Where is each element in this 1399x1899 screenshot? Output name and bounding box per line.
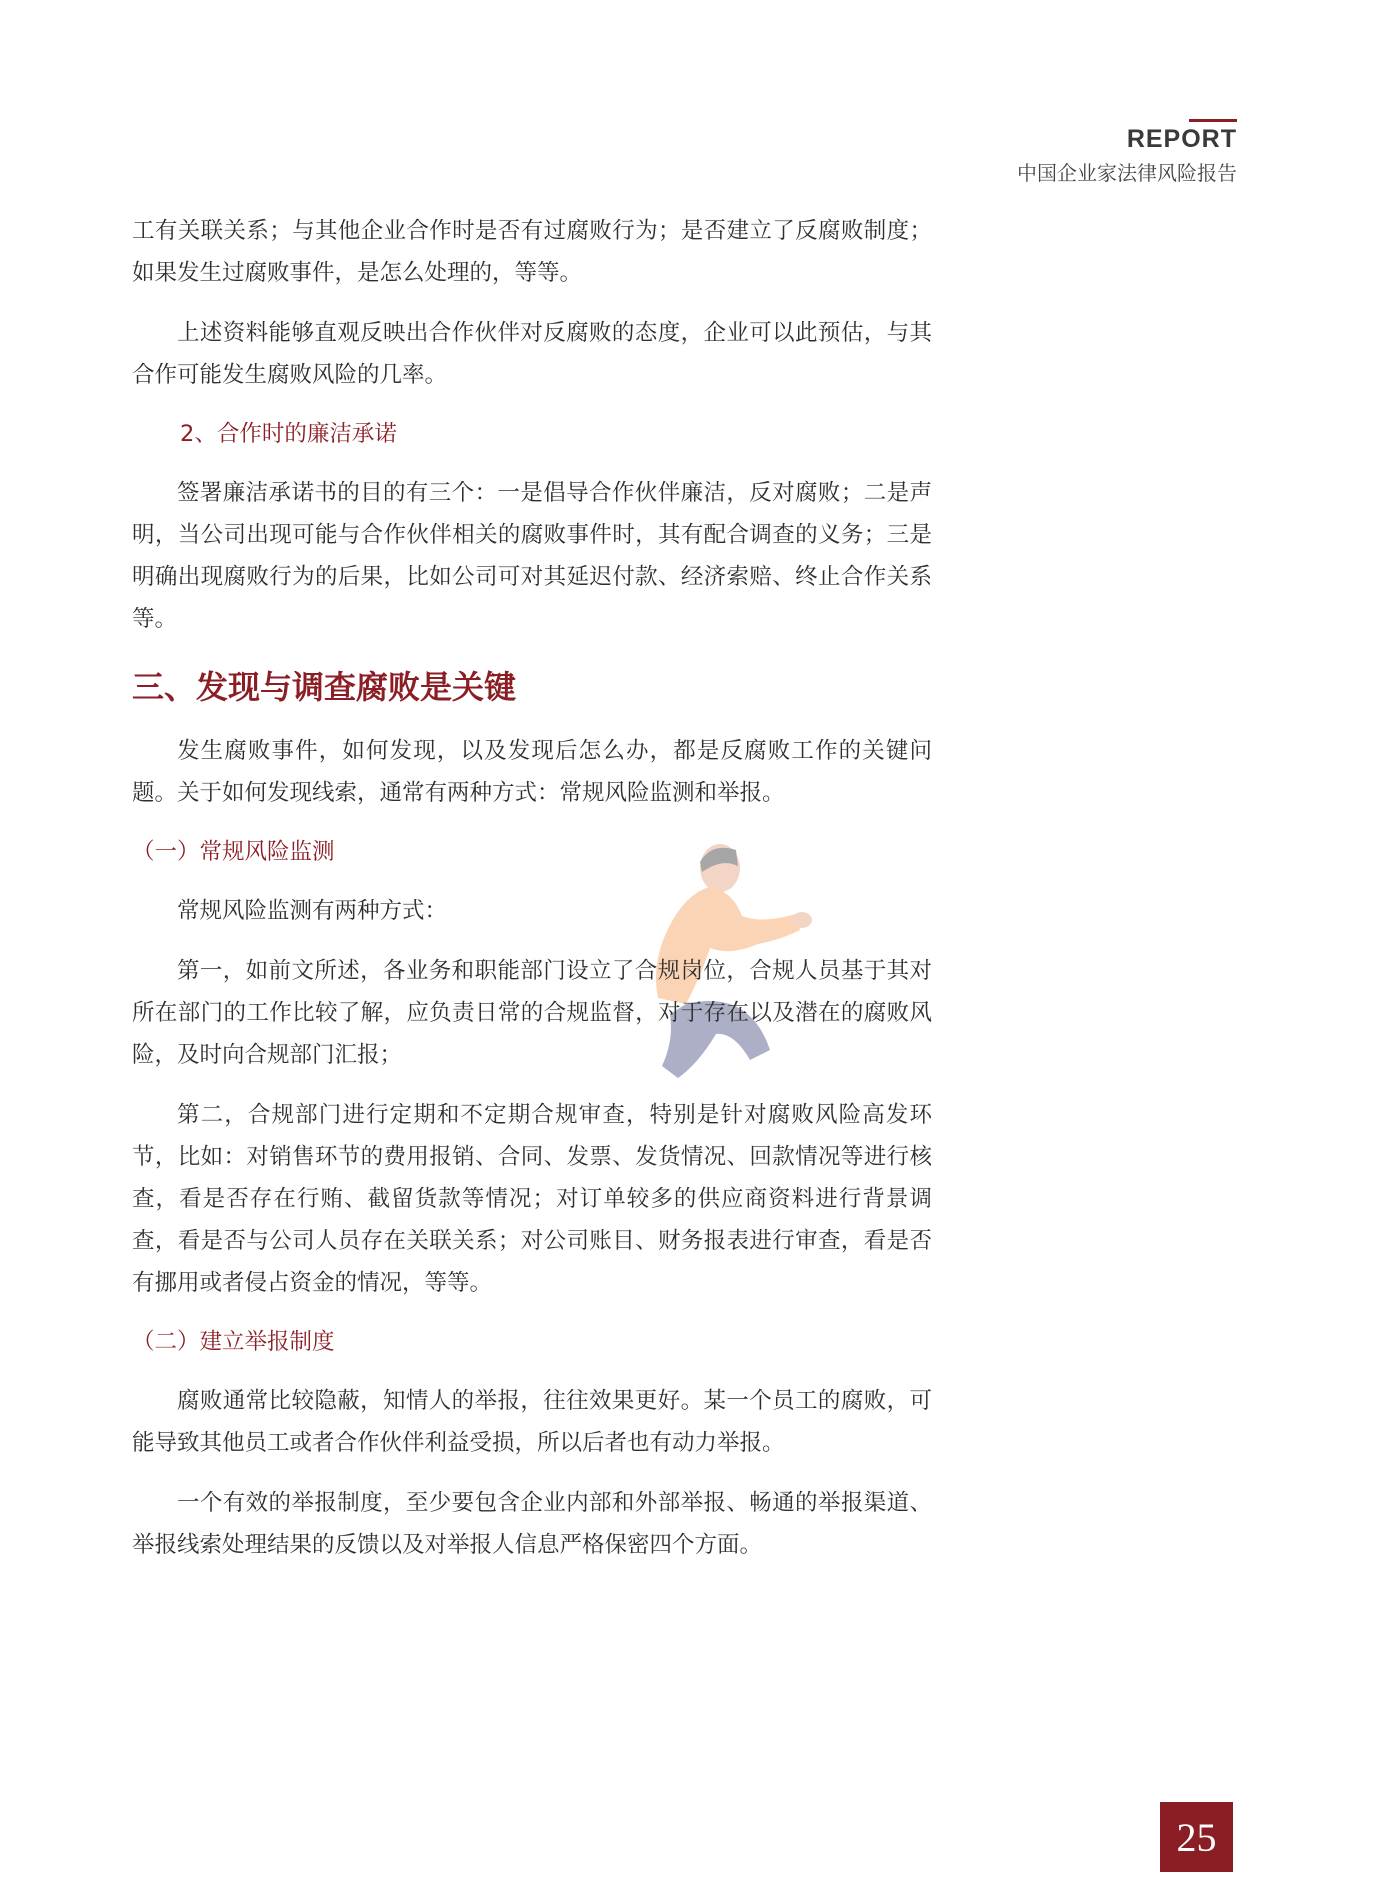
subheading-routine-monitoring: （一）常规风险监测 <box>132 839 335 865</box>
paragraph: 签署廉洁承诺书的目的有三个：一是倡导合作伙伴廉洁，反对腐败；二是声明，当公司出现可能与合作伙伴相关的腐败事件时，其有配合调查的义务；三是明确出现腐败行为的后果，比如公司可对其延迟付款、经济索赔、终止合作关系等。 <box>132 480 932 632</box>
paragraph: 常规风险监测有两种方式： <box>177 898 448 924</box>
subheading-integrity-commitment: 2、合作时的廉洁承诺 <box>180 421 397 447</box>
paragraph: 第二，合规部门进行定期和不定期合规审查，特别是针对腐败风险高发环节，比如：对销售环节的费用报销、合同、发票、发货情况、回款情况等进行核查，看是否存在行贿、截留货款等情况；对订单较多的供应商资料进行背景调查，看是否与公司人员存在关联关系；对公司账目、财务报表进行审查，看是否有挪用或者侵占资金的情况，等等。 <box>132 1102 932 1296</box>
subheading-reporting-system: （二）建立举报制度 <box>132 1329 335 1355</box>
paragraph: 一个有效的举报制度，至少要包含企业内部和外部举报、畅通的举报渠道、举报线索处理结果的反馈以及对举报人信息严格保密四个方面。 <box>132 1490 932 1558</box>
paragraph: 工有关联关系；与其他企业合作时是否有过腐败行为；是否建立了反腐败制度；如果发生过腐败事件，是怎么处理的，等等。 <box>132 218 932 286</box>
paragraph: 第一，如前文所述，各业务和职能部门设立了合规岗位，合规人员基于其对所在部门的工作比较了解，应负责日常的合规监督，对于存在以及潜在的腐败风险，及时向合规部门汇报； <box>132 958 932 1068</box>
paragraph: 腐败通常比较隐蔽，知情人的举报，往往效果更好。某一个员工的腐败，可能导致其他员工或者合作伙伴利益受损，所以后者也有动力举报。 <box>132 1388 932 1456</box>
section-heading: 三、发现与调查腐败是关键 <box>132 668 517 706</box>
page-number: 25 <box>1160 1802 1233 1872</box>
paragraph: 上述资料能够直观反映出合作伙伴对反腐败的态度，企业可以此预估，与其合作可能发生腐败风险的几率。 <box>132 320 932 388</box>
content-column <box>132 210 932 1584</box>
report-subtitle: 中国企业家法律风险报告 <box>1017 161 1237 185</box>
report-title: REPORT <box>1126 125 1237 153</box>
header-rule <box>1189 119 1237 122</box>
paragraph: 发生腐败事件，如何发现，以及发现后怎么办，都是反腐败工作的关键问题。关于如何发现线索，通常有两种方式：常规风险监测和举报。 <box>132 738 932 806</box>
